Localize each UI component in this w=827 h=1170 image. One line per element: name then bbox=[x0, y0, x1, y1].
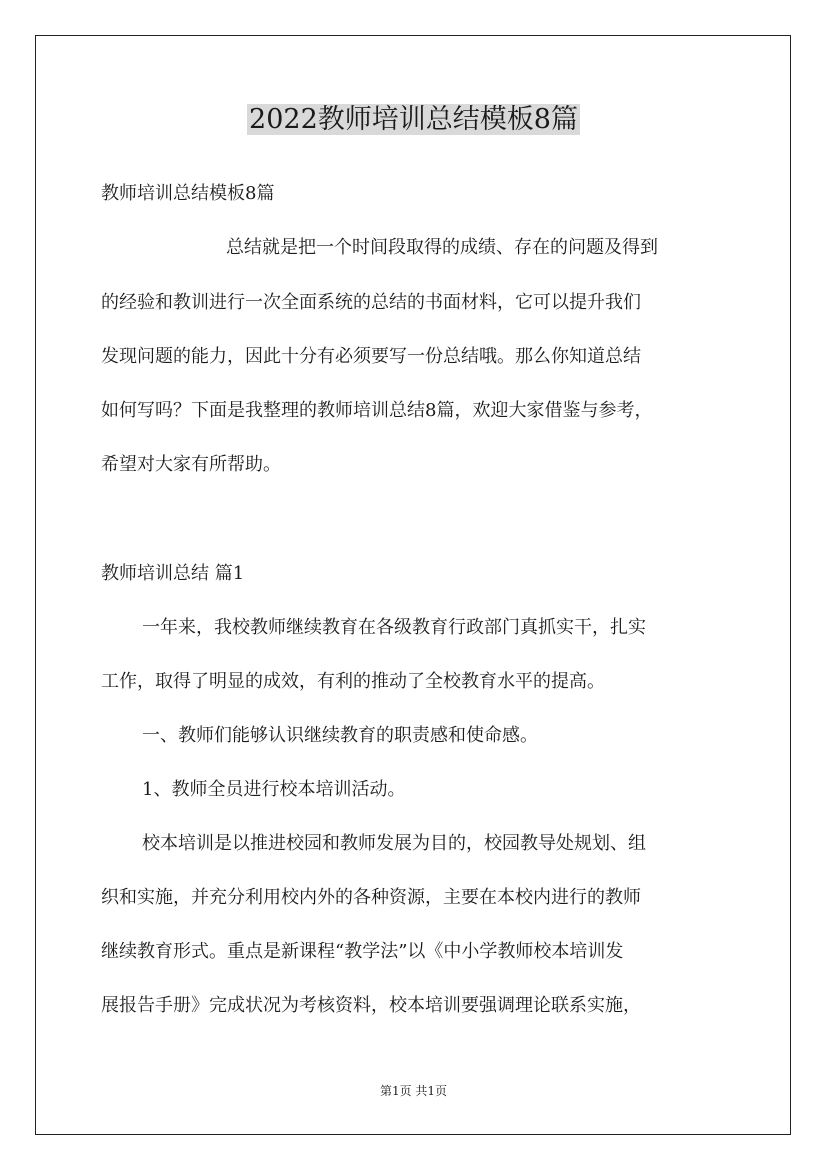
intro-line: 希望对大家有所帮助。 bbox=[101, 454, 281, 475]
body-line: 一、教师们能够认识继续教育的职责感和使命感。 bbox=[142, 725, 538, 746]
body-line: 1、教师全员进行校本培训活动。 bbox=[142, 779, 406, 800]
intro-line: 的经验和教训进行一次全面系统的总结的书面材料，它可以提升我们 bbox=[101, 292, 641, 313]
body-line: 校本培训是以推进校园和教师发展为目的，校园教导处规划、组 bbox=[142, 833, 646, 854]
intro-line: 总结就是把一个时间段取得的成绩、存在的问题及得到 bbox=[226, 237, 658, 258]
page-footer: 第1页 共1页 bbox=[379, 1084, 448, 1098]
intro-line: 如何写吗？下面是我整理的教师培训总结8篇，欢迎大家借鉴与参考， bbox=[101, 400, 653, 421]
document-title: 2022教师培训总结模板8篇 bbox=[249, 104, 578, 135]
document-title-wrap bbox=[0, 100, 827, 140]
intro-line: 发现问题的能力，因此十分有必须要写一份总结哦。那么你知道总结 bbox=[101, 346, 641, 367]
body-line: 织和实施，并充分利用校内外的各种资源，主要在本校内进行的教师 bbox=[101, 887, 641, 908]
document-subtitle: 教师培训总结模板8篇 bbox=[101, 183, 275, 204]
body-line: 继续教育形式。重点是新课程“教学法”以《中小学教师校本培训发 bbox=[101, 941, 624, 962]
body-line: 展报告手册》完成状况为考核资料，校本培训要强调理论联系实施， bbox=[101, 995, 641, 1016]
section-heading: 教师培训总结 篇1 bbox=[101, 563, 245, 584]
body-line: 工作，取得了明显的成效，有利的推动了全校教育水平的提高。 bbox=[101, 671, 605, 692]
body-line: 一年来，我校教师继续教育在各级教育行政部门真抓实干，扎实 bbox=[142, 617, 646, 638]
